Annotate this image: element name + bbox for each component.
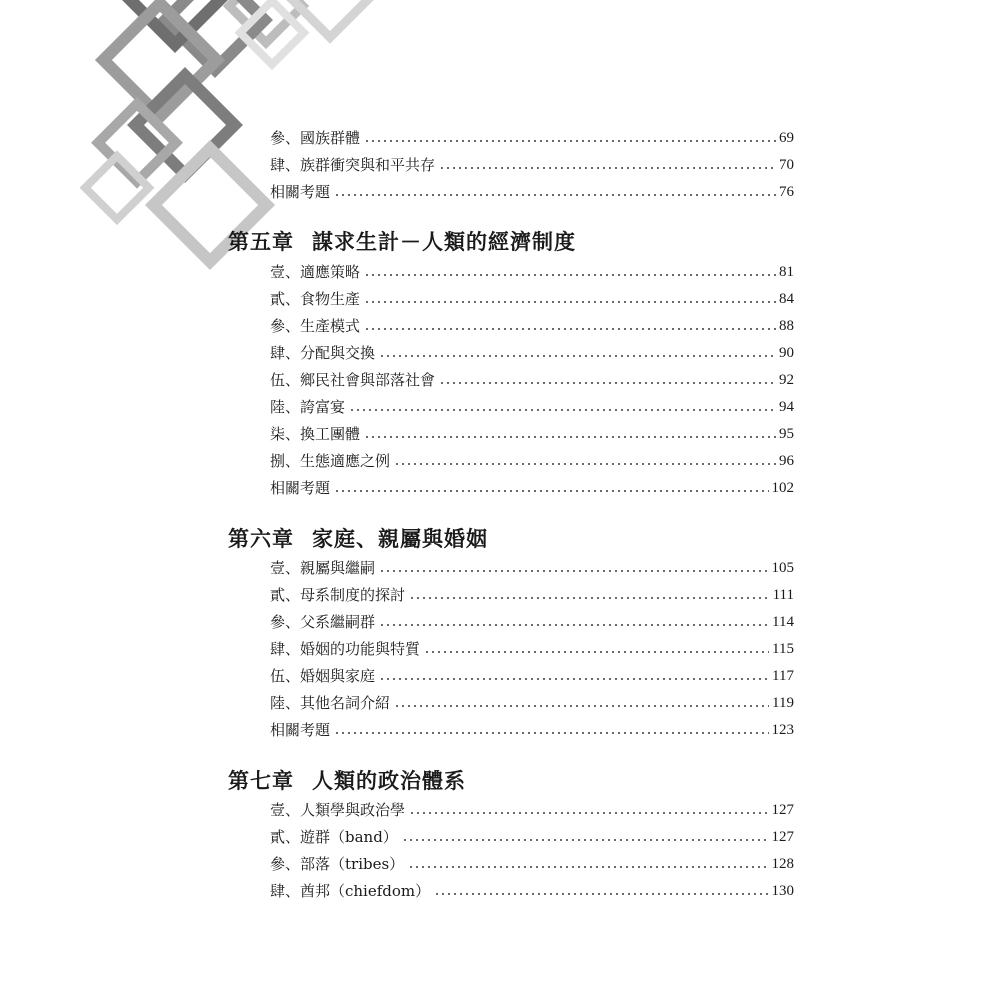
toc-entry-label: 柒、換工團體 [270, 425, 361, 443]
toc-entry-page: 94 [779, 399, 794, 415]
toc-entry-label: 相關考題 [270, 183, 331, 201]
toc-entry-label: 陸、誇富宴 [270, 398, 346, 416]
toc-entry-page: 127 [771, 829, 794, 845]
dot-leader [379, 623, 769, 627]
toc-entry[interactable] [270, 393, 794, 415]
chapter-heading [228, 231, 576, 252]
toc-entry-page: 90 [779, 345, 794, 361]
toc-entry-page: 84 [779, 291, 794, 307]
toc-entry[interactable] [270, 447, 794, 469]
toc-entry-label: 伍、鄉民社會與部落社會 [270, 371, 436, 389]
toc-entry-page: 119 [772, 695, 794, 711]
toc-entry[interactable] [270, 823, 794, 845]
chapter-title: 家庭、親屬與婚姻 [312, 526, 488, 551]
toc-entry-label: 相關考題 [270, 479, 331, 497]
toc-entry-page: 127 [771, 802, 794, 818]
toc-entry[interactable] [270, 366, 794, 388]
chapter-number: 第五章 [228, 229, 294, 254]
toc-entry[interactable] [270, 285, 794, 307]
toc-entry-page: 81 [779, 264, 794, 280]
dot-leader [394, 704, 769, 708]
toc-entry-page: 105 [771, 560, 794, 576]
toc-entry[interactable] [270, 151, 794, 173]
toc-entry[interactable] [270, 258, 794, 280]
toc-entry-label: 參、部落（tribes） [270, 855, 405, 873]
toc-entry[interactable] [270, 850, 794, 872]
toc-entry[interactable] [270, 178, 794, 200]
toc-entry-page: 114 [772, 614, 794, 630]
dot-leader [379, 354, 776, 358]
toc-entry[interactable] [270, 635, 794, 657]
toc-entry[interactable] [270, 554, 794, 576]
toc-entry[interactable] [270, 662, 794, 684]
toc-entry-label: 參、生產模式 [270, 317, 361, 335]
dot-leader [379, 569, 768, 573]
toc-entry[interactable] [270, 716, 794, 738]
dot-leader [402, 838, 769, 842]
toc-entry-label: 陸、其他名詞介紹 [270, 694, 391, 712]
dot-leader [409, 811, 768, 815]
dot-leader [364, 435, 776, 439]
toc-entry-label: 肆、族群衝突與和平共存 [270, 156, 436, 174]
toc-entry-page: 111 [772, 587, 794, 603]
toc-entry-label: 壹、適應策略 [270, 263, 361, 281]
chapter-number: 第七章 [228, 768, 294, 793]
toc-entry[interactable] [270, 689, 794, 711]
dot-leader [364, 139, 776, 143]
toc-entry-label: 肆、婚姻的功能與特質 [270, 640, 421, 658]
chapter-title: 謀求生計－人類的經濟制度 [312, 229, 576, 254]
toc-entry-page: 76 [779, 184, 794, 200]
dot-leader [334, 731, 768, 735]
toc-entry-page: 123 [771, 722, 794, 738]
dot-leader [409, 596, 770, 600]
toc-entry-page: 88 [779, 318, 794, 334]
toc-entry-page: 96 [779, 453, 794, 469]
toc-entry-page: 128 [771, 856, 794, 872]
toc-entry-page: 92 [779, 372, 794, 388]
toc-entry-label: 肆、分配與交換 [270, 344, 376, 362]
toc-entry[interactable] [270, 339, 794, 361]
dot-leader [439, 381, 776, 385]
dot-leader [434, 892, 768, 896]
dot-leader [364, 327, 776, 331]
dot-leader [424, 650, 769, 654]
dot-leader [349, 408, 776, 412]
toc-entry-label: 壹、親屬與繼嗣 [270, 559, 376, 577]
toc-entry-label: 壹、人類學與政治學 [270, 801, 406, 819]
decorative-squares [0, 0, 420, 300]
toc-entry-page: 117 [772, 668, 794, 684]
toc-entry-label: 捌、生態適應之例 [270, 452, 391, 470]
toc-entry-label: 相關考題 [270, 721, 331, 739]
toc-entry[interactable] [270, 312, 794, 334]
toc-entry-page: 95 [779, 426, 794, 442]
dot-leader [364, 300, 776, 304]
toc-entry[interactable] [270, 124, 794, 146]
toc-entry-page: 69 [779, 130, 794, 146]
toc-entry-label: 肆、酋邦（chiefdom） [270, 882, 431, 900]
toc-entry-label: 貳、食物生產 [270, 290, 361, 308]
toc-entry-page: 130 [771, 883, 794, 899]
dot-leader [394, 462, 776, 466]
chapter-number: 第六章 [228, 526, 294, 551]
toc-entry-page: 70 [779, 157, 794, 173]
toc-entry-label: 參、父系繼嗣群 [270, 613, 376, 631]
toc-entry-label: 參、國族群體 [270, 129, 361, 147]
dot-leader [334, 193, 776, 197]
toc-entry-label: 貳、母系制度的探討 [270, 586, 406, 604]
toc-entry[interactable] [270, 474, 794, 496]
toc-entry-label: 貳、遊群（band） [270, 828, 398, 846]
toc-entry[interactable] [270, 608, 794, 630]
dot-leader [439, 166, 776, 170]
dot-leader [364, 273, 776, 277]
dot-leader [334, 489, 768, 493]
toc-entry[interactable] [270, 796, 794, 818]
chapter-heading [228, 528, 488, 549]
toc-entry[interactable] [270, 877, 794, 899]
chapter-title: 人類的政治體系 [312, 768, 466, 793]
toc-entry-label: 伍、婚姻與家庭 [270, 667, 376, 685]
toc-entry[interactable] [270, 581, 794, 603]
toc-entry-page: 102 [771, 480, 794, 496]
chapter-heading [228, 770, 466, 791]
dot-leader [379, 677, 769, 681]
toc-entry[interactable] [270, 420, 794, 442]
dot-leader [408, 865, 768, 869]
toc-entry-page: 115 [772, 641, 794, 657]
